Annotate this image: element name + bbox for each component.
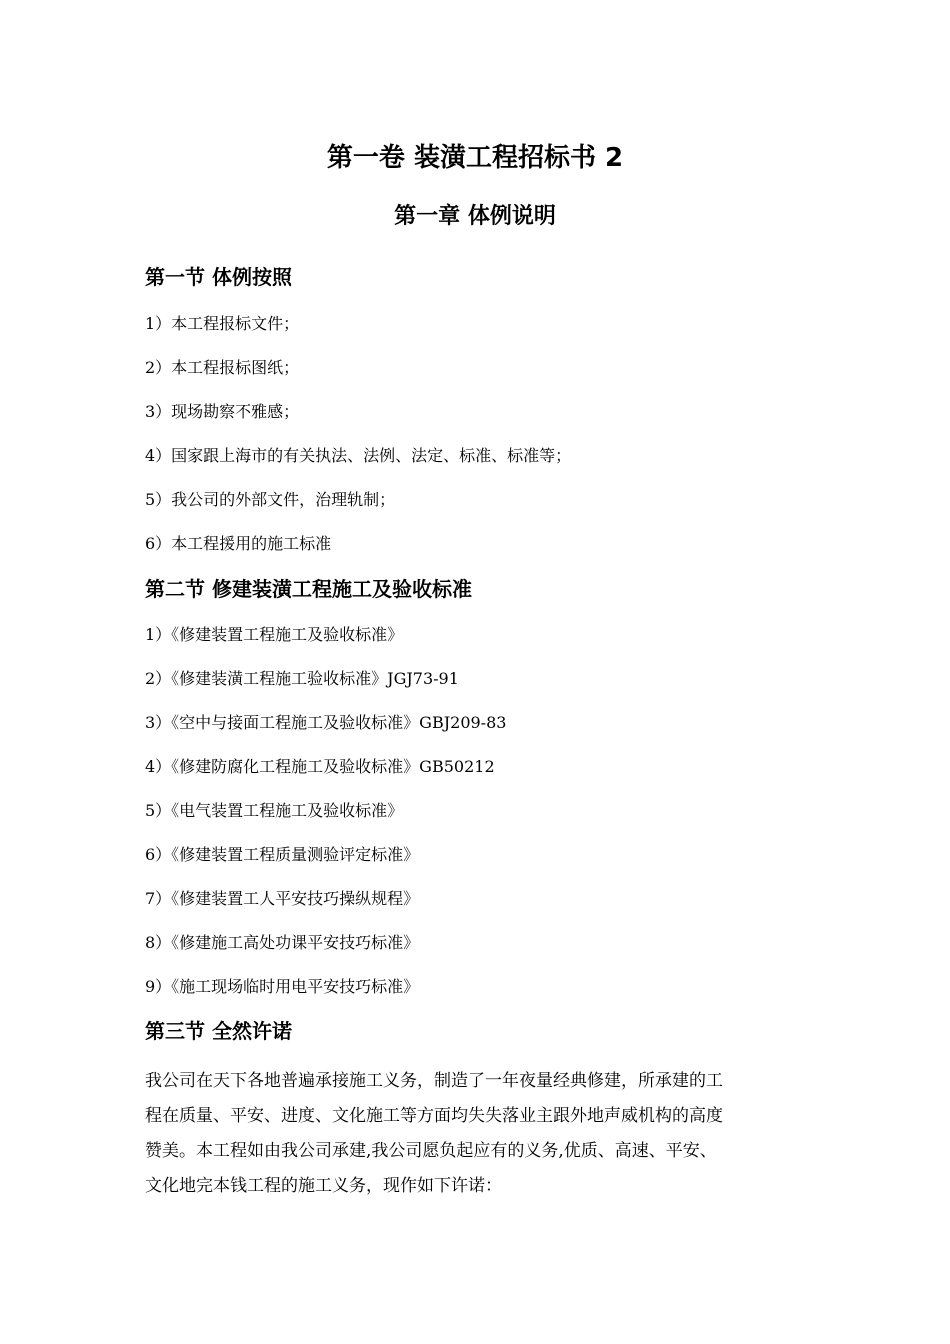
- list-item: 2）《修建装潢工程施工验收标准》JGJ73-91: [145, 669, 459, 688]
- list-item: 8）《修建施工高处功课平安技巧标准》: [145, 933, 420, 952]
- list-item: 6）《修建装置工程质量测验评定标准》: [145, 845, 420, 864]
- list-item: 6）本工程援用的施工标准: [145, 534, 332, 553]
- list-item: 3）现场勘察不雅感；: [145, 402, 300, 421]
- list-item: 4）《修建防腐化工程施工及验收标准》GB50212: [145, 757, 495, 776]
- list-item: 1）本工程报标文件；: [145, 314, 300, 333]
- paragraph-line: 程在质量、平安、进度、文化施工等方面均失失落业主跟外地声威机构的高度: [145, 1106, 723, 1126]
- list-item: 1）《修建装置工程施工及验收标准》: [145, 625, 404, 644]
- section-heading-2: 第二节 修建装潢工程施工及验收标准: [145, 577, 472, 601]
- list-item: 4）国家跟上海市的有关执法、法例、法定、标准、标准等；: [145, 446, 572, 465]
- document-title: 第一卷 装潢工程招标书 2: [326, 143, 624, 173]
- section-heading-3: 第三节 全然许诺: [145, 1019, 292, 1043]
- list-item: 5）《电气装置工程施工及验收标准》: [145, 801, 404, 820]
- list-item: 7）《修建装置工人平安技巧操纵规程》: [145, 889, 420, 908]
- list-item: 2）本工程报标图纸；: [145, 358, 300, 377]
- list-item: 5）我公司的外部文件，治理轨制；: [145, 490, 396, 509]
- section-heading-1: 第一节 体例按照: [145, 265, 292, 289]
- list-item: 3）《空中与接面工程施工及验收标准》GBJ209-83: [145, 713, 507, 732]
- list-item: 9）《施工现场临时用电平安技巧标准》: [145, 977, 420, 996]
- paragraph-line: 我公司在天下各地普遍承接施工义务，制造了一年夜量经典修建，所承建的工: [145, 1071, 723, 1091]
- commitment-paragraph: [145, 1064, 810, 1204]
- paragraph-line: 文化地完本钱工程的施工义务，现作如下许诺：: [145, 1176, 502, 1196]
- chapter-title: 第一章 体例说明: [394, 204, 556, 229]
- paragraph-line: 赞美。本工程如由我公司承建,我公司愿负起应有的义务,优质、高速、平安、: [145, 1141, 717, 1161]
